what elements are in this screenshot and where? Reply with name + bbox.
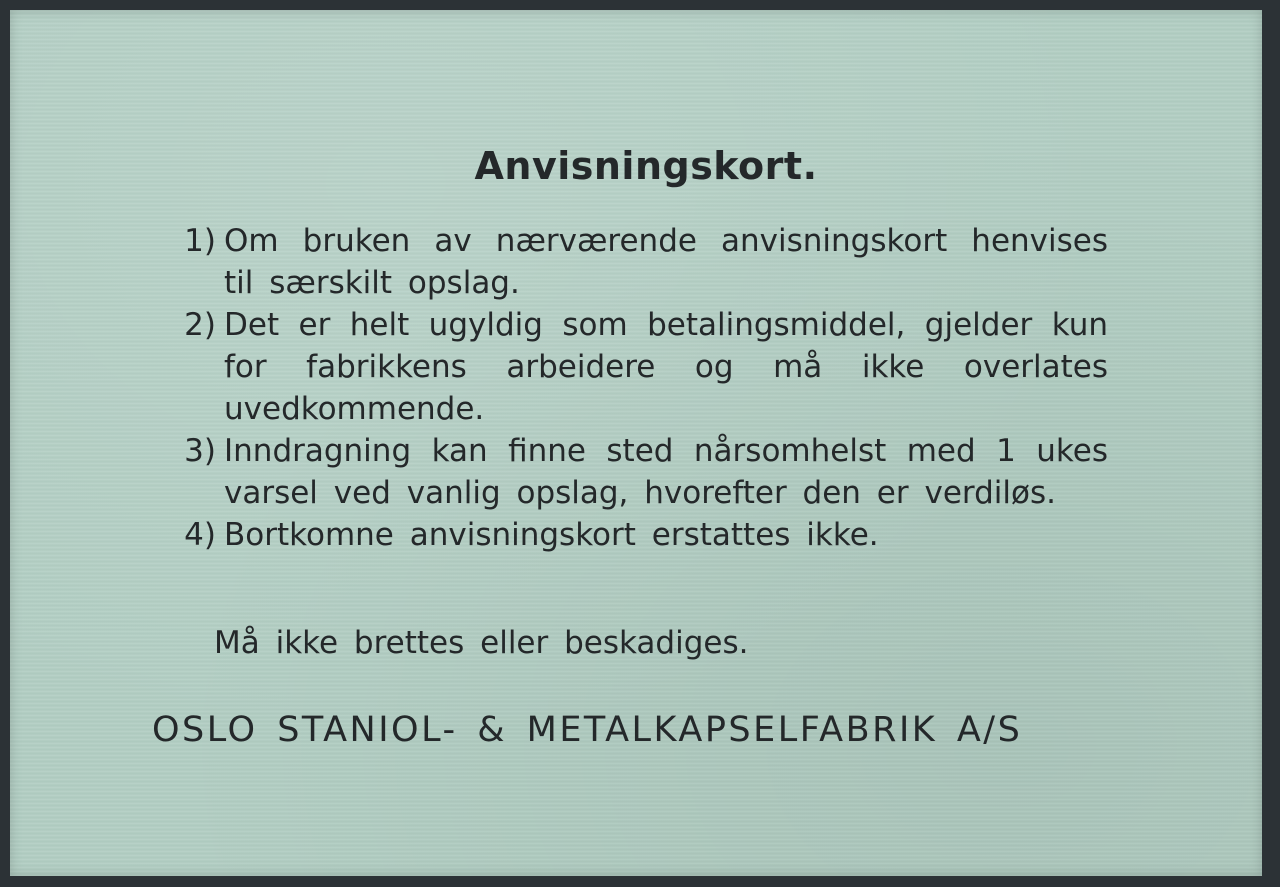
rule-number: 1) bbox=[184, 223, 216, 259]
company-name: OSLO STANIOL- & METALKAPSELFABRIK A/S bbox=[152, 710, 1023, 750]
card-title: Anvisningskort. bbox=[474, 144, 818, 188]
rule-text: Inndragning kan finne sted nårsomhelst med 1 ukes varsel ved vanlig opslag, hvorefter den er verdiløs. bbox=[224, 433, 1108, 511]
rule-item bbox=[160, 430, 1108, 514]
rule-text: Bortkomne anvisningskort erstattes ikke. bbox=[224, 517, 879, 553]
rule-text: Om bruken av nærværende anvisningskort henvises til særskilt opslag. bbox=[224, 223, 1108, 301]
rule-item bbox=[160, 220, 1108, 304]
rule-text: Det er helt ugyldig som betalingsmiddel, gjelder kun for fabrikkens arbeidere og må ikke overlates uvedkommende. bbox=[224, 307, 1108, 427]
rule-item bbox=[160, 514, 1108, 556]
rule-number: 3) bbox=[184, 433, 216, 469]
rule-number: 2) bbox=[184, 307, 216, 343]
rule-item bbox=[160, 304, 1108, 430]
rule-number: 4) bbox=[184, 517, 216, 553]
rules-list bbox=[160, 220, 1108, 556]
card bbox=[10, 10, 1262, 876]
handling-note: Må ikke brettes eller beskadiges. bbox=[214, 625, 749, 661]
